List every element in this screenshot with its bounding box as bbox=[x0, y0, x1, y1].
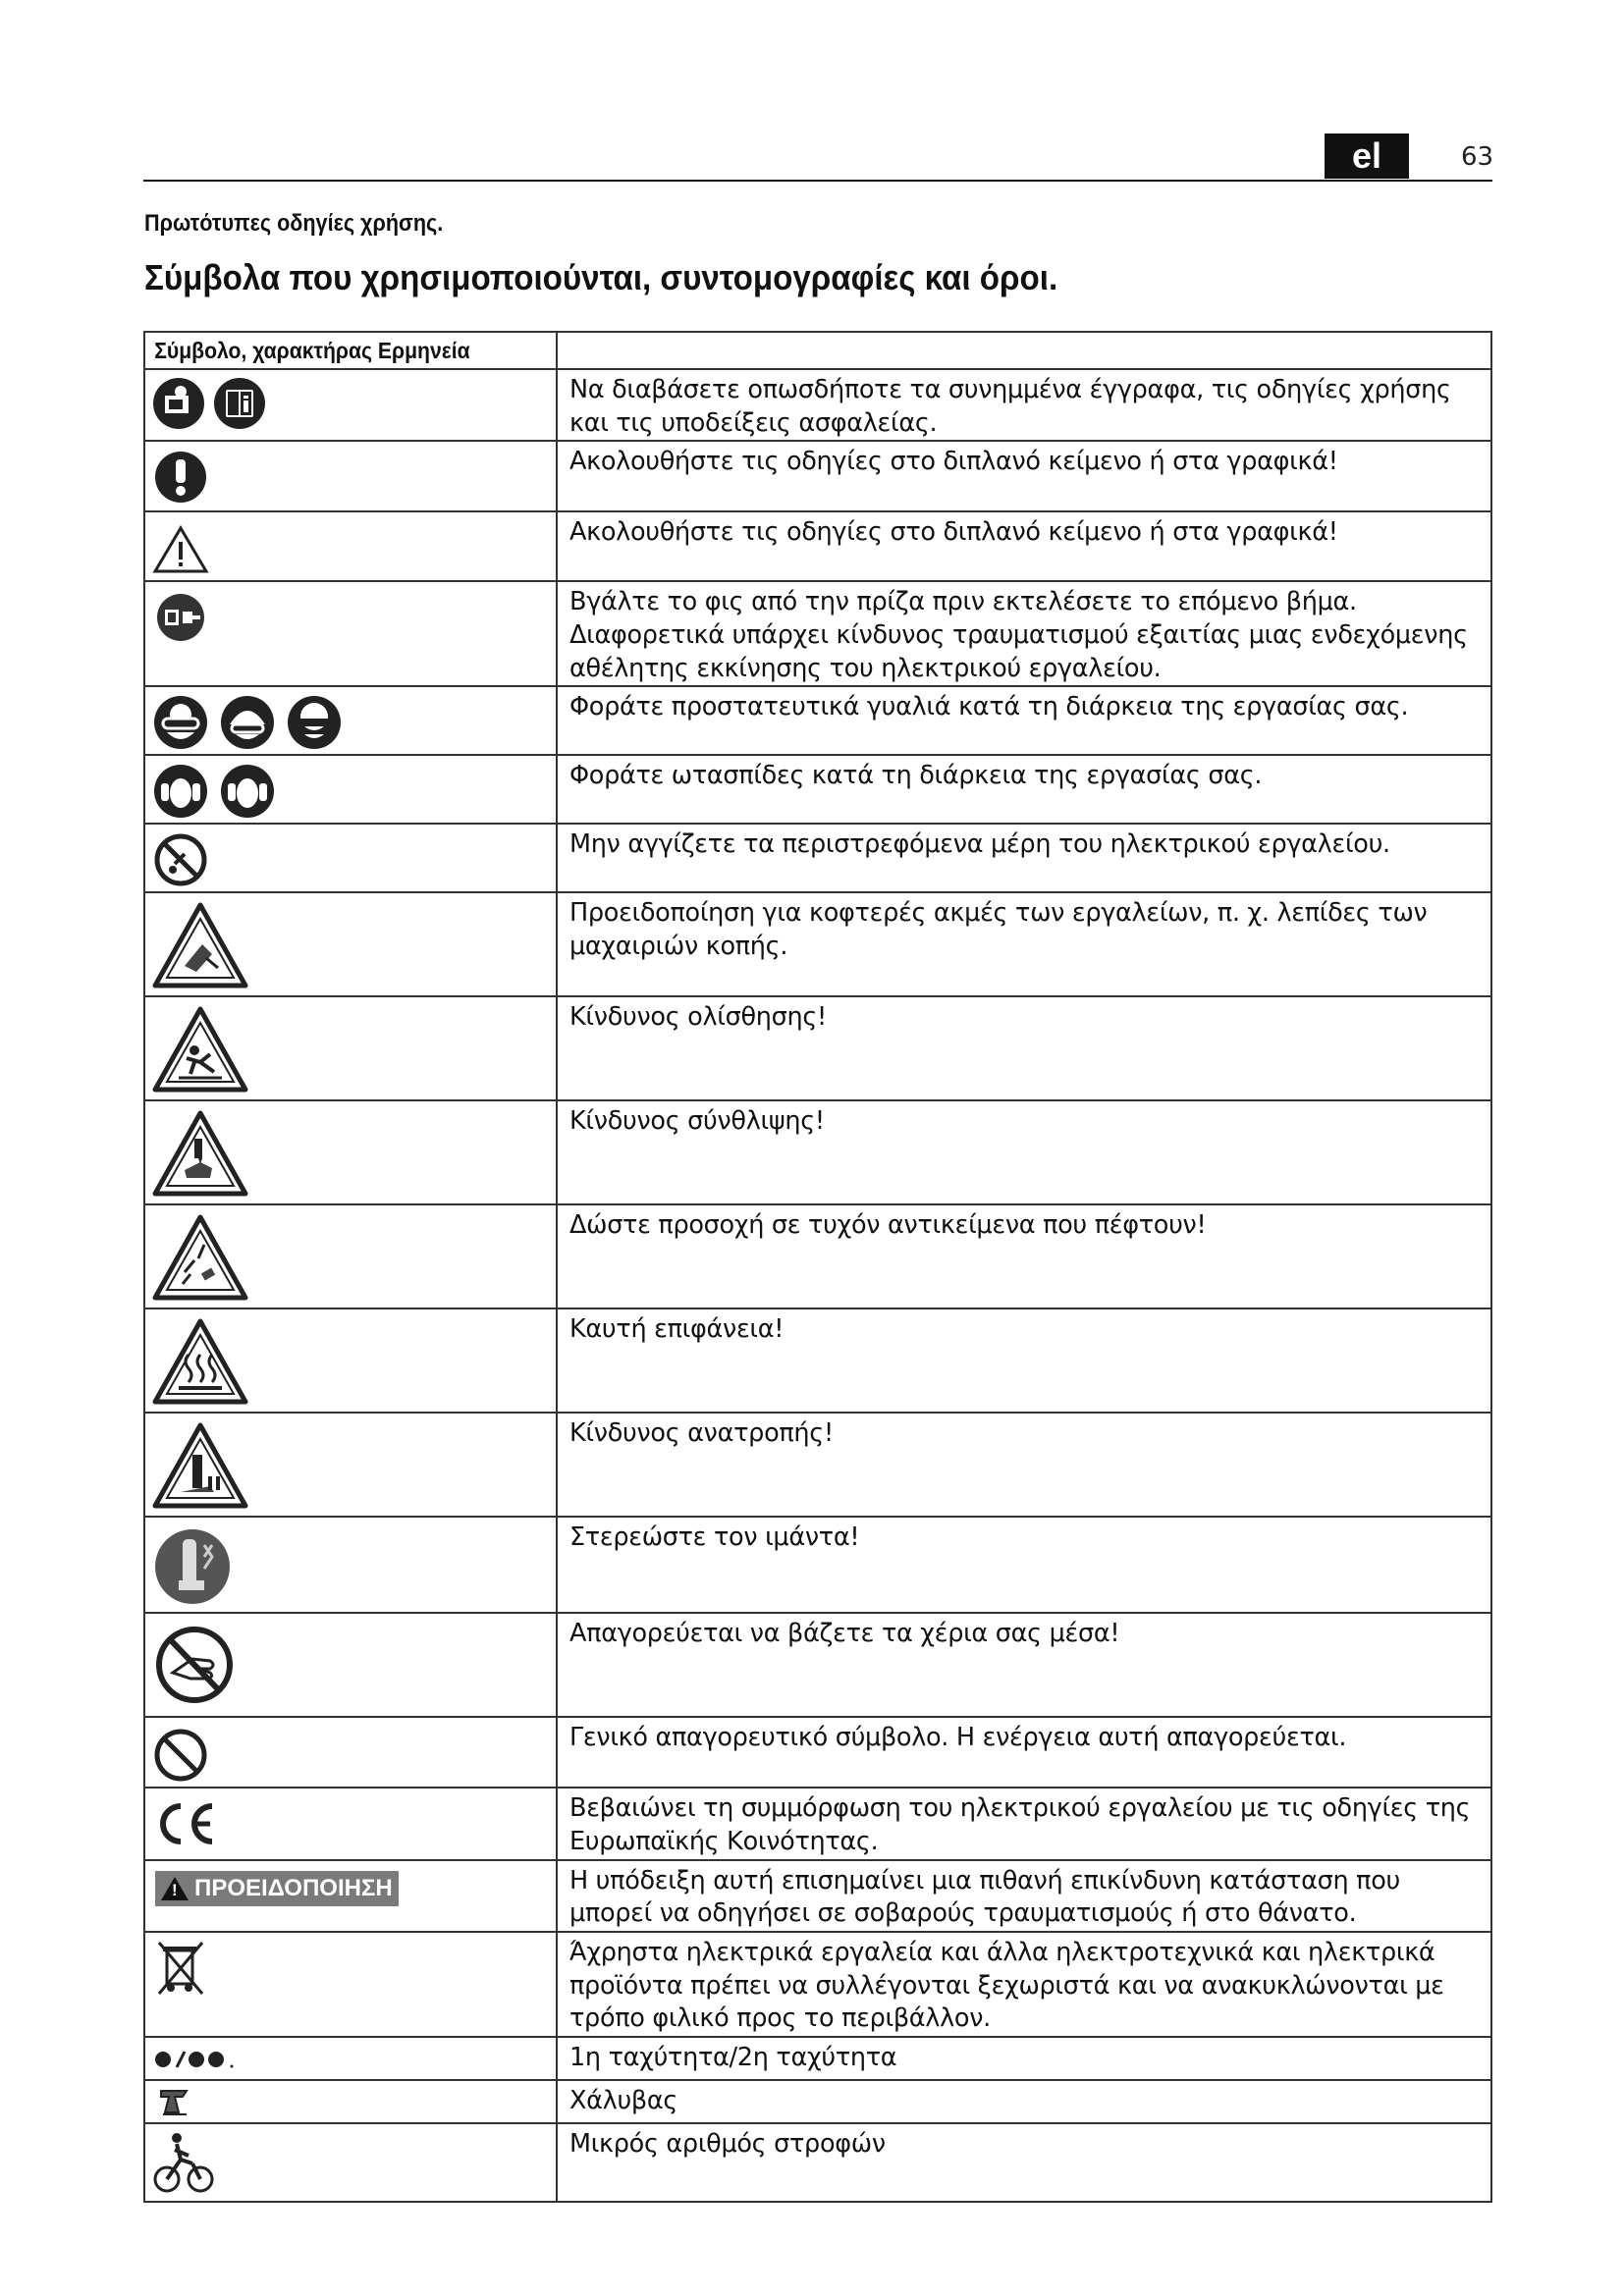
safety-glasses-icon bbox=[151, 691, 550, 750]
table-row bbox=[144, 1517, 1491, 1613]
table-row bbox=[144, 2080, 1491, 2123]
row-description: Ακολουθήστε τις οδηγίες στο διπλανό κείμενο ή στα γραφικά! bbox=[557, 441, 1491, 511]
row-description: Γενικό απαγορευτικό σύμβολο. Η ενέργεια αυτή απαγορεύεται. bbox=[557, 1717, 1491, 1788]
row-description: Ακολουθήστε τις οδηγίες στο διπλανό κείμενο ή στα γραφικά! bbox=[557, 511, 1491, 581]
table-row bbox=[144, 755, 1491, 824]
table-row bbox=[144, 1308, 1491, 1413]
language-badge: el bbox=[1325, 133, 1409, 179]
hot-surface-icon bbox=[151, 1313, 550, 1408]
mandatory-exclamation-icon bbox=[151, 446, 550, 507]
header-rule bbox=[143, 180, 1492, 182]
table-row bbox=[144, 686, 1491, 755]
warning-label-text: ΠΡΟΕΙΔΟΠΟΙΗΣΗ bbox=[194, 1874, 393, 1901]
row-description: Κίνδυνος σύνθλιψης! bbox=[557, 1100, 1491, 1204]
secure-strap-icon bbox=[151, 1522, 550, 1608]
weee-bin-icon bbox=[151, 1937, 550, 2000]
table-row bbox=[144, 1932, 1491, 2037]
ear-protection-icon bbox=[151, 760, 550, 819]
row-description: Καυτή επιφάνεια! bbox=[557, 1308, 1491, 1413]
table-row bbox=[144, 1204, 1491, 1308]
table-row bbox=[144, 996, 1491, 1100]
table-header-row bbox=[144, 332, 1491, 369]
table-row bbox=[144, 1100, 1491, 1204]
row-description: 1η ταχύτητα/2η ταχύτητα bbox=[557, 2037, 1491, 2080]
slip-hazard-icon bbox=[151, 1001, 550, 1095]
page-title: Σύμβολα που χρησιμοποιούνται, συντομογραφίες και όροι. bbox=[144, 257, 1058, 297]
page-number: 63 bbox=[1461, 142, 1494, 172]
crush-hazard-icon bbox=[151, 1105, 550, 1200]
speed-dots-icon bbox=[151, 2042, 550, 2073]
table-row bbox=[144, 1413, 1491, 1517]
table-row bbox=[144, 892, 1491, 996]
unplug-icon bbox=[151, 586, 550, 647]
warning-label bbox=[155, 1871, 399, 1906]
row-description: Φοράτε προστατευτικά γυαλιά κατά τη διάρκεια της εργασίας σας. bbox=[557, 686, 1491, 755]
row-description: Βεβαιώνει τη συμμόρφωση του ηλεκτρικού εργαλείου με τις οδηγίες της Ευρωπαϊκής Κοινότητας. bbox=[557, 1788, 1491, 1859]
row-description: Άχρηστα ηλεκτρικά εργαλεία και άλλα ηλεκτροτεχνικά και ηλεκτρικά προϊόντα πρέπει να συλλέγονται ξεχωριστά και να ανακυκλώνονται με τρόπο φιλικό προς το περιβάλλον. bbox=[557, 1932, 1491, 2037]
row-description: Κίνδυνος ολίσθησης! bbox=[557, 996, 1491, 1100]
table-row bbox=[144, 1717, 1491, 1788]
tipping-hazard-icon bbox=[151, 1417, 550, 1512]
row-description: Δώστε προσοχή σε τυχόν αντικείμενα που πέφτουν! bbox=[557, 1204, 1491, 1308]
table-row bbox=[144, 581, 1491, 686]
row-description: Κίνδυνος ανατροπής! bbox=[557, 1413, 1491, 1517]
row-description: Στερεώστε τον ιμάντα! bbox=[557, 1517, 1491, 1613]
sharp-edges-warning-icon bbox=[151, 897, 550, 991]
row-description: Βγάλτε το φις από την πρίζα πριν εκτελέσετε το επόμενο βήμα. Διαφορετικά υπάρχει κίνδυνος τραυματισμού εξαιτίας μιας ενδεχόμενης αθέλητης εκκίνησης του ηλεκτρικού εργαλείου. bbox=[557, 581, 1491, 686]
read-manual-icon bbox=[151, 374, 550, 433]
table-row bbox=[144, 2037, 1491, 2080]
table-row bbox=[144, 1613, 1491, 1717]
table-header: Σύμβολο, χαρακτήρας Ερμηνεία bbox=[154, 338, 470, 363]
row-description: Φοράτε ωτασπίδες κατά τη διάρκεια της εργασίας σας. bbox=[557, 755, 1491, 824]
table-row bbox=[144, 824, 1491, 892]
table-row bbox=[144, 511, 1491, 581]
steel-icon bbox=[151, 2085, 550, 2118]
row-description: Μην αγγίζετε τα περιστρεφόμενα μέρη του ηλεκτρικού εργαλείου. bbox=[557, 824, 1491, 892]
subtitle: Πρωτότυπες οδηγίες χρήσης. bbox=[144, 210, 444, 237]
table-row bbox=[144, 441, 1491, 511]
do-not-touch-rotating-icon bbox=[151, 828, 550, 887]
table-row bbox=[144, 369, 1491, 441]
row-description: Προειδοποίηση για κοφτερές ακμές των εργαλείων, π. χ. λεπίδες των μαχαιριών κοπής. bbox=[557, 892, 1491, 996]
symbols-table bbox=[143, 331, 1492, 2203]
row-description: Η υπόδειξη αυτή επισημαίνει μια πιθανή επικίνδυνη κατάσταση που μπορεί να οδηγήσει σε σοβαρούς τραυματισμούς ή στο θάνατο. bbox=[557, 1860, 1491, 1932]
ce-mark-icon bbox=[151, 1792, 550, 1851]
row-description: Να διαβάσετε οπωσδήποτε τα συνημμένα έγγραφα, τις οδηγίες χρήσης και τις υποδείξεις ασφαλείας. bbox=[557, 369, 1491, 441]
low-speed-cyclist-icon bbox=[151, 2128, 550, 2197]
warning-triangle-icon: ! bbox=[161, 1877, 189, 1900]
prohibition-icon bbox=[151, 1722, 550, 1783]
row-description: Μικρός αριθμός στροφών bbox=[557, 2123, 1491, 2202]
warning-triangle-icon bbox=[151, 516, 550, 575]
falling-objects-icon bbox=[151, 1209, 550, 1304]
no-hands-icon bbox=[151, 1618, 550, 1708]
table-row bbox=[144, 1788, 1491, 1859]
table-row bbox=[144, 1860, 1491, 1932]
row-description: Απαγορεύεται να βάζετε τα χέρια σας μέσα! bbox=[557, 1613, 1491, 1717]
row-description: Χάλυβας bbox=[557, 2080, 1491, 2123]
table-row bbox=[144, 2123, 1491, 2202]
